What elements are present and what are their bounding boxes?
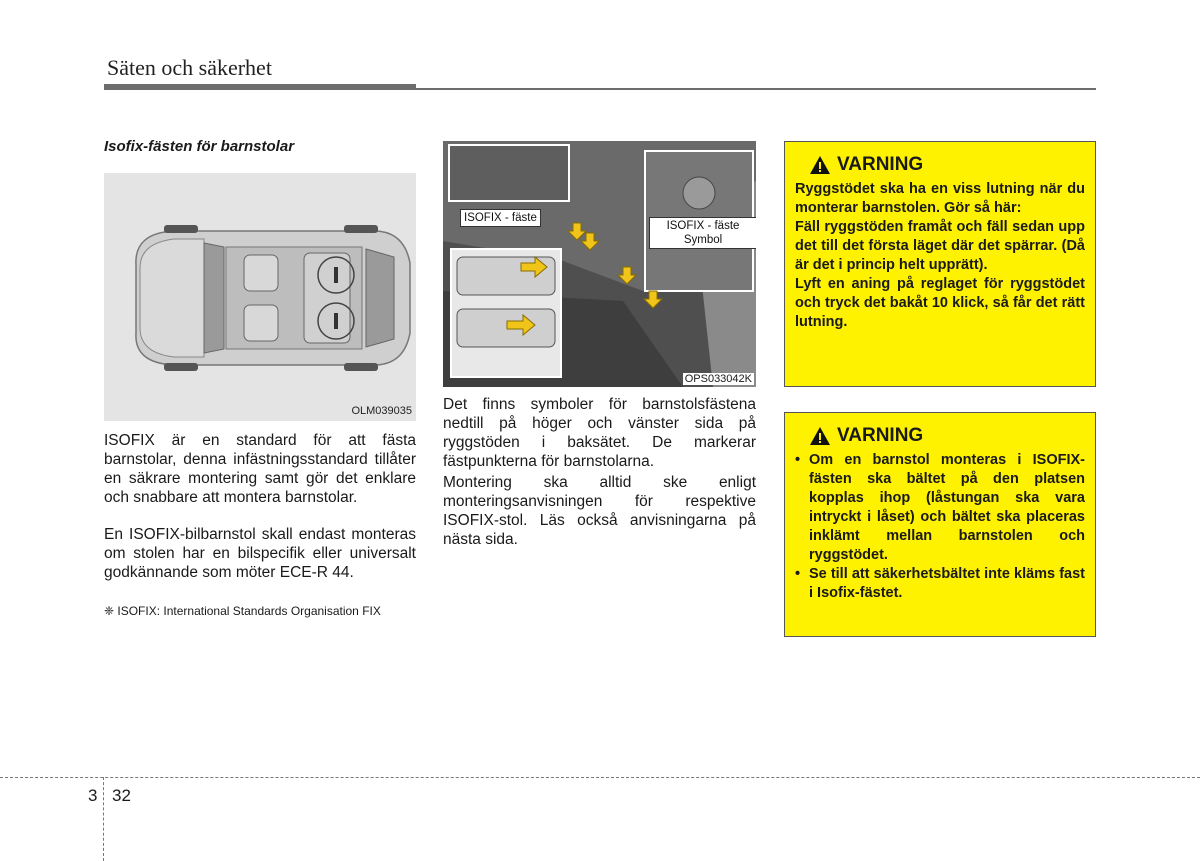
page-header-title: Säten och säkerhet (107, 55, 272, 80)
car-top-view-figure (104, 173, 416, 421)
warning-header (809, 154, 1085, 176)
symbols-paragraph: Det finns symboler för barnstolsfästena nedtill på höger och vänster sida på ryggstöden i baksätet. De markerar fästpunkterna för barnstolarna. (443, 396, 756, 470)
warning-header (809, 425, 1085, 447)
warning-title: VARNING (837, 154, 924, 175)
chapter-number: 3 (88, 786, 98, 805)
left-column (104, 138, 416, 618)
warning-text-3: Lyft en aning på reglaget för ryggstödet och tryck det bakåt 10 klick, så får det rätt lutning. (795, 276, 1085, 330)
rear-seat-illustration (443, 141, 756, 387)
warning-title: VARNING (837, 425, 924, 446)
footer-divider (0, 777, 1200, 778)
isofix-intro-paragraph: ISOFIX är en standard för att fästa barnstolar, denna infästningsstandard tillåter en säkrare montering samt gör det enklare och snabbare att montera barnstolar. (104, 432, 416, 506)
warning-list-item: • Se till att säkerhetsbältet inte kläms fast i Isofix-fästet. (795, 565, 1085, 603)
car-top-view-illustration (104, 173, 416, 421)
header-rule-thick (104, 84, 416, 90)
photo-code: OPS033042K (684, 373, 752, 385)
figure-code: OLM039035 (351, 405, 412, 417)
middle-column (443, 141, 756, 549)
mounting-paragraph: Montering ska alltid ske enligt monteringsanvisningen för respektive ISOFIX-stol. Läs också anvisningarna på nästa sida. (443, 474, 756, 548)
isofix-symbol-label-line2: Symbol (683, 234, 723, 246)
warning-box-backrest (784, 141, 1096, 387)
page-number: 32 (112, 786, 131, 805)
isofix-approval-paragraph: En ISOFIX-bilbarnstol skall endast monteras om stolen har en bilspecifik eller universalt godkännande som möter ECE-R 44. (104, 526, 416, 581)
warning-text-1: Ryggstödet ska ha en viss lutning när du monterar barnstolen. Gör så här: (795, 181, 1085, 216)
warning-list (795, 451, 1085, 603)
warning-text-2: Fäll ryggstöden framåt och fäll sedan upp det till det första läget där det spärrar. (Då är det i princip helt upprätt). (795, 219, 1085, 273)
isofix-symbol-label (649, 217, 756, 249)
warning-list-item: • Om en barnstol monteras i ISOFIX-fästen ska bältet på den platsen kopplas ihop (låstungan ska vara intryckt i låset) och bältet ska placeras inklämt mellan barnstolen och ryggstödet. (795, 451, 1085, 565)
rear-seat-photo (443, 141, 756, 387)
isofix-anchor-label: ISOFIX - fäste (460, 209, 541, 227)
section-title: Isofix-fästen för barnstolar (104, 138, 295, 155)
isofix-symbol-label-line1: ISOFIX - fäste (666, 220, 740, 232)
warning-triangle-icon (809, 426, 831, 446)
warning-triangle-icon (809, 155, 831, 175)
isofix-footnote: ❈ ISOFIX: International Standards Organisation FIX (104, 604, 381, 618)
header-rule-thin (416, 88, 1096, 90)
warning-box-belt (784, 412, 1096, 637)
footer-vertical-divider (103, 777, 104, 861)
